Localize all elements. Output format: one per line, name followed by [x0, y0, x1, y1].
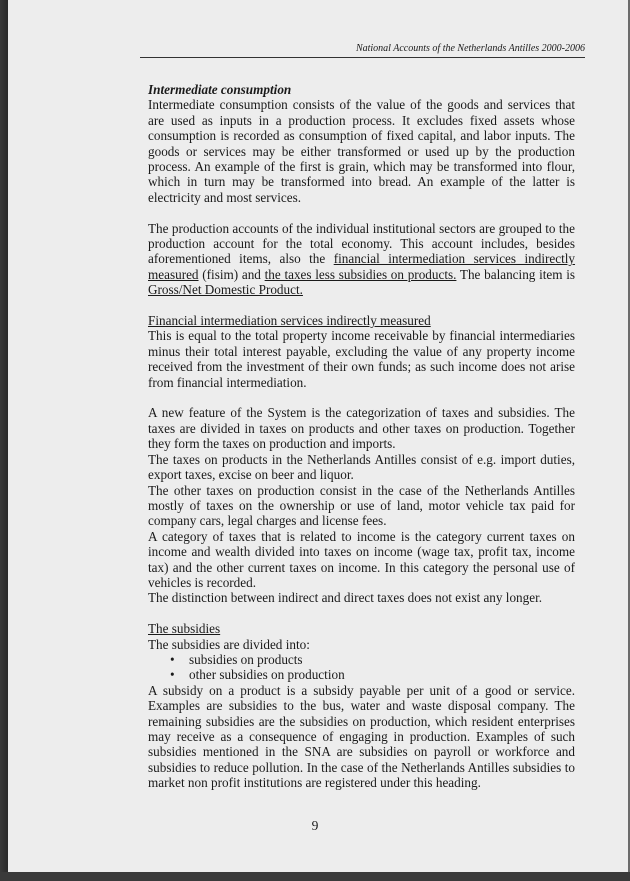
term-fisim: financial intermediation services indirectly measured [148, 251, 576, 282]
paragraph-fisim: This is equal to the total property income receivable by financial intermediaries minus their total interest payable, excluding the value of any property income received from the investment of their own funds; as such income does not arise from financial intermediation. [148, 328, 575, 390]
subsidies-list [148, 652, 575, 683]
book-binding-edge [0, 0, 8, 881]
page-body [148, 82, 575, 791]
term-gdp: Gross/Net Domestic Product. [148, 282, 303, 298]
page-number: 9 [311, 818, 319, 833]
paragraph-taxes-5: The distinction between indirect and direct taxes does not exist any longer. [148, 590, 543, 606]
section-heading-intermediate: Intermediate consumption [148, 82, 292, 97]
paragraph-taxes-4: A category of taxes that is related to income is the category current taxes on income and wealth divided into taxes on income (wage tax, profit tax, income tax) and the other current taxes on income. In this category the personal use of vehicles is recorded. [148, 528, 575, 590]
paragraph-subsidies: A subsidy on a product is a subsidy payable per unit of a good or service. Examples are subsidies to the bus, water and waste disposal company. The remaining subsidies are the subsidies on production, which resident enterprises may receive as a consequence of engaging in production. Examples of such subsidies mentioned in the SNA are subsidies on payroll or workforce and subsidies to reduce pollution. In the case of the Netherlands Antilles subsidies to market non profit institutions are registered under this heading. [148, 682, 575, 791]
production-text-2: (fisim) and [202, 266, 261, 282]
paragraph-production [148, 221, 575, 298]
paragraph-intermediate: Intermediate consumption consists of the value of the goods and services that are used as inputs in a production process. It excludes fixed assets whose consumption is recorded as consumption of fixed capital, and labor inputs. The goods or services may be either transformed or used up by the production process. An example of the first is grain, which may be transformed into flour, which in turn may be transformed into bread. An example of the latter is electricity and most services. [148, 97, 575, 205]
section-heading-subsidies: The subsidies [148, 621, 221, 637]
paragraph-taxes-3: The other taxes on production consist in the case of the Netherlands Antilles mostly of taxes on the ownership or use of land, motor vehicle tax paid for company cars, legal charges and license fees. [148, 482, 575, 529]
subsidies-intro: The subsidies are divided into: [148, 636, 310, 652]
list-item: • other subsidies on production [170, 667, 345, 683]
production-text-3: The balancing item is [459, 266, 576, 282]
production-text-1: The production accounts of the individual institutional sectors are grouped to the production account for the total economy. This account includes, besides aforementioned items, also the [148, 220, 575, 267]
bullet-icon: • [170, 667, 175, 683]
paragraph-taxes-1: A new feature of the System is the categorization of taxes and subsidies. The taxes are divided in taxes on products and other taxes on production. Together they form the taxes on production and imports. [148, 405, 575, 452]
paragraph-taxes-2: The taxes on products in the Netherlands Antilles consist of e.g. import duties, export taxes, excise on beer and liquor. [148, 451, 575, 483]
bullet-icon: • [170, 651, 175, 667]
list-item: • subsidies on products [170, 651, 303, 667]
term-taxes-less-subsidies: the taxes less subsidies on products. [264, 266, 457, 282]
running-header: National Accounts of the Netherlands Antilles 2000-2006 [140, 43, 585, 58]
bottom-shadow-edge [0, 872, 630, 881]
section-heading-fisim: Financial intermediation services indirectly measured [148, 313, 431, 329]
